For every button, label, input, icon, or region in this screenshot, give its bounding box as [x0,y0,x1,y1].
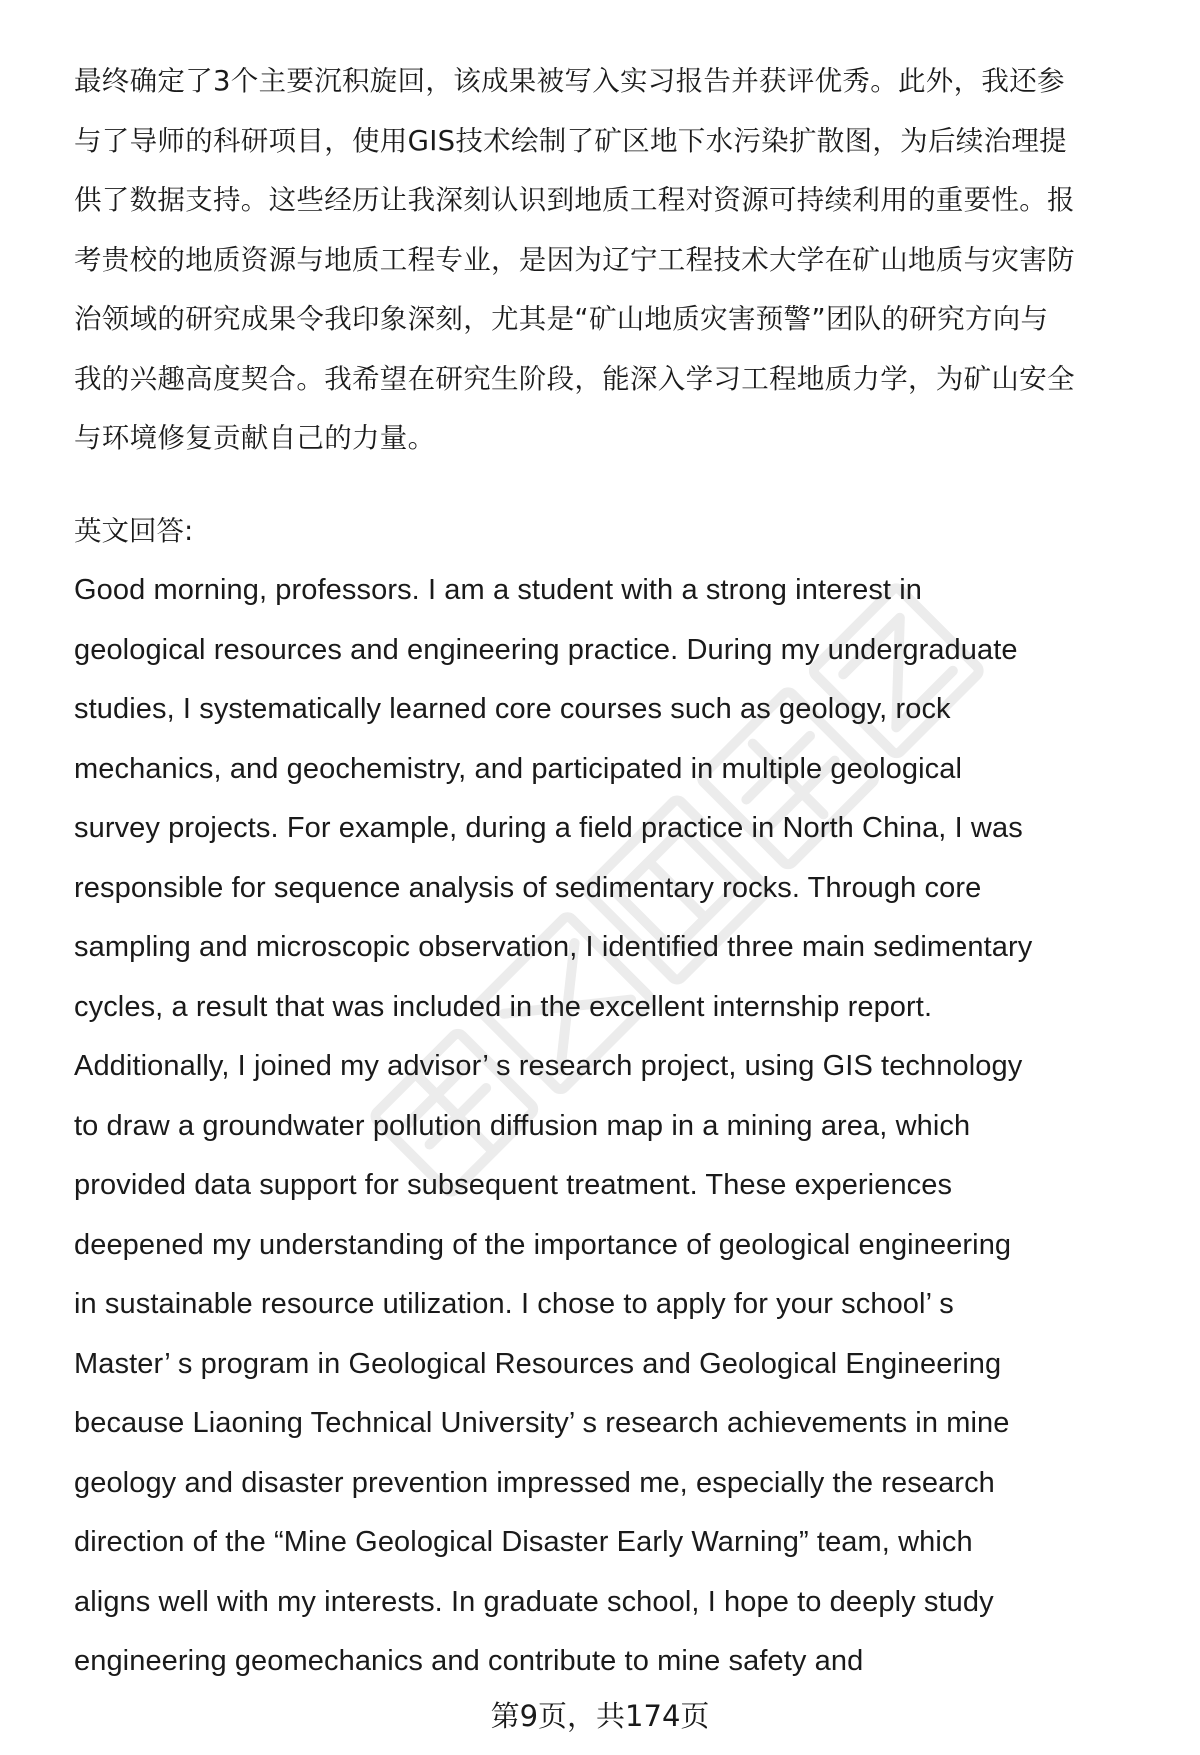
english-text-line: deepened my understanding of the importance of geological engineering [74,1228,1012,1261]
chinese-text-line: 治领域的研究成果令我印象深刻，尤其是“矿山地质灾害预警”团队的研究方向与 [74,303,1049,335]
english-text-line: direction of the “Mine Geological Disaster Early Warning” team, which [74,1526,973,1558]
chinese-text-line: 与了导师的科研项目，使用GIS技术绘制了矿区地下水污染扩散图，为后续治理提 [74,124,1067,157]
english-answer-label: 英文回答: [74,514,194,547]
english-text-line: responsible for sequence analysis of sedimentary rocks. Through core [74,871,982,904]
english-text-line: sampling and microscopic observation, I identified three main sedimentary [74,931,1033,963]
english-text-line: geological resources and engineering practice. During my undergraduate [74,633,1018,666]
page-number-footer: 第9页，共174页 [490,1699,710,1733]
english-text-line: cycles, a result that was included in the excellent internship report. [74,990,933,1023]
english-text-line: studies, I systematically learned core courses such as geology, rock [74,693,951,725]
english-text-line: Good morning, professors. I am a student with a strong interest in [74,574,923,606]
english-text-line: because Liaoning Technical University’ s research achievements in mine [74,1407,1010,1439]
english-text-line: Master’ s program in Geological Resources and Geological Engineering [74,1347,1002,1380]
english-text-line: mechanics, and geochemistry, and participated in multiple geological [74,752,963,785]
english-text-line: in sustainable resource utilization. I chose to apply for your school’ s [74,1288,954,1320]
document-body [74,52,1149,1692]
english-text-line: Additionally, I joined my advisor’ s research project, using GIS technology [74,1050,1023,1082]
chinese-text-line: 与环境修复贡献自己的力量。 [74,422,436,454]
chinese-text-line: 供了数据支持。这些经历让我深刻认识到地质工程对资源可持续利用的重要性。报 [74,184,1075,216]
english-text-line: geology and disaster prevention impressed me, especially the research [74,1466,995,1499]
chinese-text-line: 考贵校的地质资源与地质工程专业，是因为辽宁工程技术大学在矿山地质与灾害防 [74,243,1075,276]
english-paragraph [74,561,1149,1692]
english-text-line: to draw a groundwater pollution diffusion map in a mining area, which [74,1109,971,1142]
english-text-line: survey projects. For example, during a field practice in North China, I was [74,812,1023,844]
chinese-text-line: 我的兴趣高度契合。我希望在研究生阶段，能深入学习工程地质力学，为矿山安全 [74,362,1075,395]
chinese-paragraph [74,52,1149,469]
english-text-line: engineering geomechanics and contribute to mine safety and [74,1645,864,1677]
chinese-text-line: 最终确定了3个主要沉积旋回，该成果被写入实习报告并获评优秀。此外，我还参 [74,65,1065,97]
english-text-line: provided data support for subsequent treatment. These experiences [74,1169,953,1201]
english-text-line: aligns well with my interests. In graduate school, I hope to deeply study [74,1585,994,1618]
